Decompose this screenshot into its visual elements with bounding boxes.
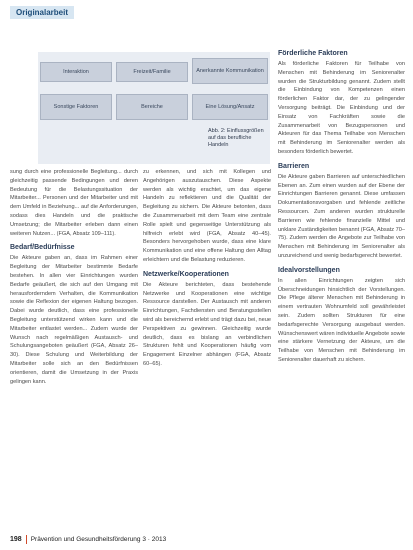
section-heading: Förderliche Faktoren [278, 50, 348, 57]
diagram-box-1 [40, 62, 112, 82]
paragraph: sung durch eine professionelle Begleitung... durch gleichzeitig passende Bedingungen und deren Bedeutung für die Belastungssituation der Mitarbeiter... Personen und der Mitarbeiter und mit dem Umfeld in Beziehung... auf die Anforderungen, sodass dies Handeln und die praktische Umsetzung; die Mitarbeiter erleben dann einen weiteren Nutzen... (FGA, Absatz 109–111). [10, 169, 138, 237]
section-heading: Barrieren [278, 162, 310, 170]
page-number: 198 [10, 536, 22, 543]
diagram-box-label: Interaktion [63, 68, 89, 75]
diagram-box-4 [40, 94, 112, 120]
diagram-box-3 [192, 58, 268, 84]
diagram-box-5 [116, 94, 188, 120]
diagram-box-label: Sonstige Faktoren [53, 103, 99, 110]
paragraph: Die Akteure berichteten, dass bestehende Netzwerke und Kooperationen eine wichtige Ressource darstellen. Der Austausch mit anderen Einrichtungen, Fachdiensten und Beratungsstellen wird als bereichernd erlebt und trägt dazu bei, neue Perspektiven zu gewinnen. Gleichzeitig wurde deutlich, dass es bislang an verbindlichen Strukturen fehlt und Kooperationen häufig vom Engagement Einzelner abhängen (FGA, Absatz 60–65). [143, 281, 271, 367]
diagram-box-6 [192, 94, 268, 120]
paragraph: Die Akteure gaben an, dass im Rahmen einer Begleitung der Mitarbeiter bestimmte Bedarfe bestehen. In allen vier Einrichtungen wurden Bedarfe geäußert, die sich auf den Umgang mit herausforderndem Verhalten, die Kommunikation sowie die Reflexion der eigenen Haltung bezogen. Dabei wurde deutlich, dass eine professionelle Begleitung unterstützend wirken kann und die Mitarbeiter entlastet werden... Zudem wurde der Wunsch nach regelmäßigen Austausch- und Schulungsangeboten geäußert (FGA, Absatz 26–30). Diese Schulung und Weiterbildung der Mitarbeiter solle sich an den Bedürfnissen orientieren, damit die Umsetzung in der Praxis gelingen kann. [10, 255, 138, 385]
diagram-caption: Abb. 2: Einflussgrößen auf das berufliche Handeln [208, 128, 264, 148]
diagram-box-2 [116, 62, 188, 82]
section-heading: Netzwerke/Kooperationen [143, 270, 229, 278]
diagram-box-label: Anerkannte Kommunikation [196, 67, 264, 74]
diagram-box-label: Freizeit/Familie [133, 68, 171, 75]
right-column [278, 44, 405, 524]
paragraph: Als förderliche Faktoren für Teilhabe von Menschen mit Behinderung im Seniorenalter wurden die Strukturbildung genannt. Zudem stellt die Einbindung von Kompetenzen einen förderlichen Faktor dar, der zu gelingender Versorgung beiträgt. Die Einbindung und der Einsatz von Fachkräften sowie die Zusammenarbeit von Bezugspersonen und Akteuren für das Thema Teilhabe von Menschen mit Behinderung im Seniorenalter werden als besonders förderlich bewertet. [278, 61, 405, 155]
paragraph: Die Akteure gaben Barrieren auf unterschiedlichen Ebenen an. Zum einen wurden auf der Ebene der Einrichtungen Barrieren genannt. Diese umfassen Dokumentationsvorgaben und fehlende zeitliche Ressourcen. Zum anderen wurden strukturelle Barrieren wie fehlende finanzielle Mittel und unklare Zuständigkeiten benannt (FGA, Absatz 70–75). Zudem werden die Angebote zur Teilhabe von Menschen mit Behinderung im Seniorenalter als unzureichend und wenig bedarfsgerecht bewertet. [278, 173, 405, 259]
footer-divider [26, 535, 27, 544]
left-column [10, 168, 138, 524]
middle-column [143, 168, 271, 524]
journal-name: Prävention und Gesundheitsförderung 3 · 2013 [30, 536, 167, 543]
section-tag: Originalarbeit [10, 6, 74, 19]
diagram-box-label: Eine Lösung/Ansatz [205, 103, 255, 110]
paragraph: In allen Einrichtungen zeigten sich Überschneidungen hinsichtlich der Vorstellungen. Die Pflege älterer Menschen mit Behinderung in einem vertrauten Wohnumfeld soll gewährleistet sein. Zudem sollten Strukturen für eine bedarfsgerechte Versorgung ausgebaut werden. Wünschenswert wären individuelle Angebote sowie eine stärkere Vernetzung der Akteure, um die Teilhabe von Menschen mit Behinderung im Seniorenalter dauerhaft zu sichern. [278, 277, 405, 363]
diagram-box-label: Bereiche [141, 103, 163, 110]
section-heading: Bedarf/Bedürfnisse [10, 244, 75, 252]
paragraph: zu erkennen, und sich mit Kollegen und Angehörigen auszutauschen. Diese Aspekte werden als wichtig erachtet, um das eigene Handeln zu reflektieren und die Qualität der Begleitung zu sichern. Die Akteure betonten, dass die Zusammenarbeit mit dem Team eine zentrale Rolle spielt und gegenseitige Unterstützung als hilfreich erlebt wird (FGA, Absatz 40–45). Besonders hervorgehoben wurde, dass eine klare Kommunikation und eine offene Haltung den Alltag erleichtern und die Belastung reduzieren. [143, 169, 271, 263]
page-footer [10, 535, 166, 544]
section-heading: Idealvorstellungen [278, 266, 340, 274]
